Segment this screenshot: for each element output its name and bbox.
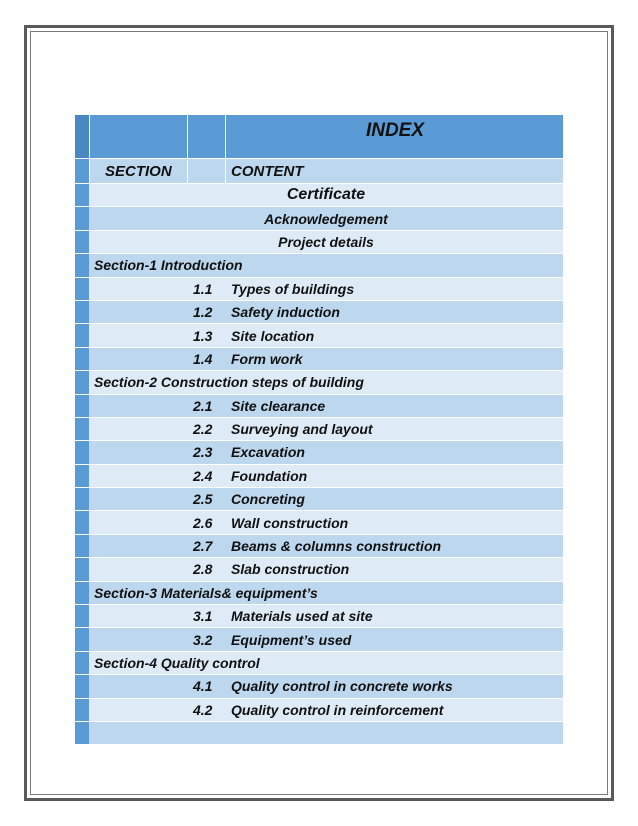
index-rows (75, 184, 563, 722)
section-heading-row (75, 254, 563, 277)
index-item-row (75, 395, 563, 418)
col-divider (187, 115, 188, 158)
empty-row (75, 722, 563, 745)
index-item-row (75, 675, 563, 698)
item-label: Wall construction (231, 514, 349, 531)
item-label: Slab construction (231, 561, 350, 578)
item-number: 2.4 (193, 467, 213, 484)
index-title: INDEX (365, 120, 425, 141)
item-number: 1.1 (193, 280, 213, 297)
section-column-header: SECTION (105, 162, 172, 180)
section-heading: Section-3 Materials& equipment’s (94, 584, 318, 601)
index-item-row (75, 278, 563, 301)
index-item-row (75, 558, 563, 581)
item-label: Site location (231, 327, 315, 344)
title-row (75, 115, 563, 159)
front-matter-label: Acknowledgement (264, 210, 388, 227)
item-number: 2.8 (193, 561, 213, 578)
item-number: 2.1 (193, 397, 213, 414)
item-label: Form work (231, 350, 303, 367)
item-number: 1.4 (193, 350, 213, 367)
index-item-row (75, 418, 563, 441)
item-label: Concreting (231, 491, 305, 508)
section-heading: Section-2 Construction steps of building (94, 374, 364, 391)
index-item-row (75, 324, 563, 347)
section-heading-row (75, 371, 563, 394)
col-divider (89, 159, 90, 183)
section-heading-row (75, 582, 563, 605)
col-divider (89, 115, 90, 158)
index-item-row (75, 628, 563, 651)
front-matter-label: Project details (278, 233, 374, 250)
item-number: 2.7 (193, 538, 213, 555)
item-number: 2.5 (193, 491, 213, 508)
index-item-row (75, 441, 563, 464)
front-matter-row (75, 231, 563, 254)
item-number: 4.1 (193, 678, 213, 695)
index-item-row (75, 605, 563, 628)
item-number: 3.2 (193, 631, 213, 648)
index-item-row (75, 465, 563, 488)
index-table (75, 115, 563, 745)
item-number: 2.3 (193, 444, 213, 461)
item-number: 2.6 (193, 514, 213, 531)
item-label: Equipment’s used (231, 631, 352, 648)
front-matter-row (75, 207, 563, 230)
item-number: 1.3 (193, 327, 213, 344)
item-label: Quality control in concrete works (231, 678, 453, 695)
item-number: 1.2 (193, 304, 213, 321)
index-item-row (75, 301, 563, 324)
section-heading: Section-1 Introduction (94, 257, 243, 274)
index-item-row (75, 348, 563, 371)
index-item-row (75, 535, 563, 558)
item-label: Site clearance (231, 397, 326, 414)
item-label: Types of buildings (231, 280, 355, 297)
section-heading: Section-4 Quality control (94, 655, 260, 671)
item-label: Surveying and layout (231, 421, 373, 438)
front-matter-row (75, 184, 563, 207)
item-label: Excavation (231, 444, 305, 461)
item-number: 2.2 (193, 421, 213, 438)
item-number: 4.2 (193, 701, 213, 718)
col-divider (187, 159, 188, 183)
item-label: Safety induction (231, 304, 340, 321)
front-matter-label: Certificate (286, 186, 366, 204)
content-column-header: CONTENT (231, 162, 304, 180)
col-divider (225, 159, 226, 183)
col-divider (225, 115, 226, 158)
index-item-row (75, 699, 563, 722)
index-item-row (75, 488, 563, 511)
section-heading-row (75, 652, 563, 675)
item-label: Materials used at site (231, 608, 373, 625)
item-label: Quality control in reinforcement (231, 701, 444, 718)
index-item-row (75, 511, 563, 534)
column-header-row (75, 159, 563, 184)
item-number: 3.1 (193, 608, 213, 625)
item-label: Beams & columns construction (231, 538, 442, 555)
item-label: Foundation (231, 467, 308, 484)
